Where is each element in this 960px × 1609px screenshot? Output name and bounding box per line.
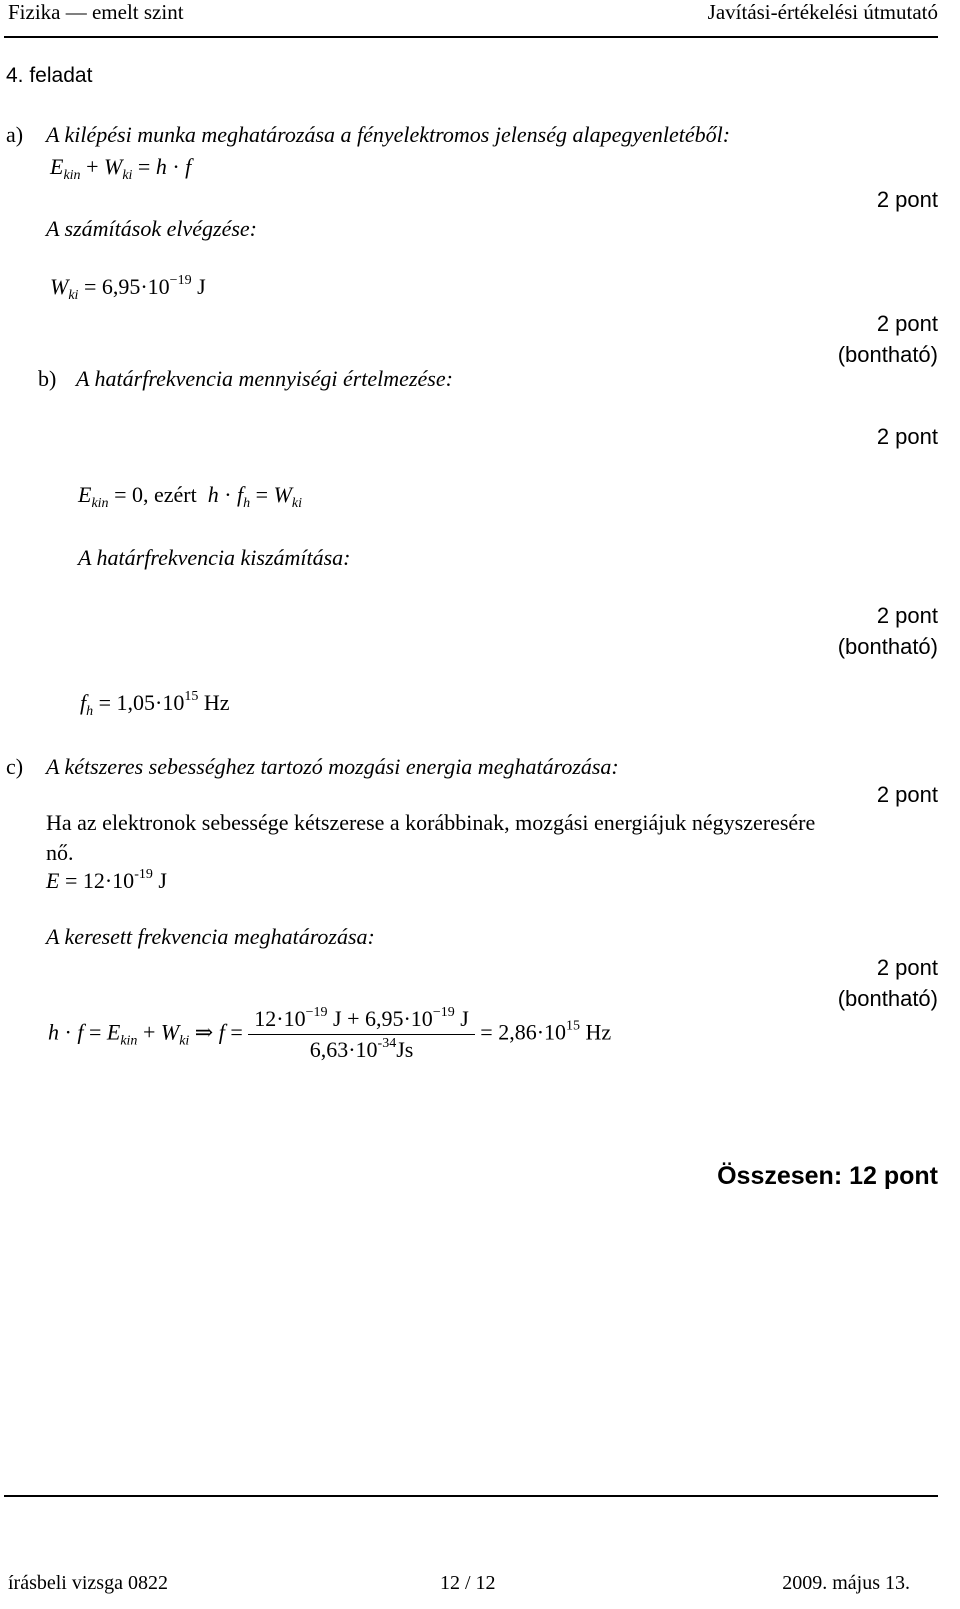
part-c-freq-text: A keresett frekvencia meghatározása: [46,924,375,949]
part-b-result: $f_h = 1,05\cdot 10^{15}$ Hz [80,689,230,719]
part-c-equation: $h \cdot f = E_{kin} + W_{ki}$ ⇒ f = $\frac{12\cdot 10^{-19} J + 6,95\cdot 10^{-19} J}{6,63\cdot 10^{-34}Js}$ = $2,86\cdot 10^{15}$ Hz [48,1005,612,1062]
footer-rule [4,1495,938,1497]
part-c-points: 2 pont [876,782,938,807]
fraction-numerator: $12\cdot 10^{-19}$ $J + 6,95\cdot 10^{-19}$ J [248,1006,475,1035]
part-c-text-line2: nő. [46,840,74,865]
header-right: Javítási-értékelési útmutató [707,0,938,24]
part-b-points: 2 pont [876,424,938,449]
part-b-intro: A határfrekvencia mennyiségi értelmezése: [76,366,453,391]
part-a-equation: $E_{kin} + W_{ki} = h \cdot f$ [50,154,192,183]
part-c-text-line1: Ha az elektronok sebessége kétszerese a korábbinak, mozgási energiájuk négyszeresére [46,810,816,835]
part-c-freq-points: 2 pont (bontható) [837,955,938,1011]
header-rule [4,36,938,38]
part-b-calc-points: 2 pont (bontható) [837,603,938,659]
part-b-label: b) [38,366,57,391]
part-c-label: c) [6,754,24,779]
part-b-condition: $E_{kin} = 0$, ezért $h \cdot f_h = W_{ki}$ [78,482,303,511]
total-points: Összesen: 12 pont [717,1162,938,1190]
part-a-intro: A kilépési munka meghatározása a fényelektromos jelenség alapegyenletéből: [46,122,731,147]
footer-date: 2009. május 13. [782,1572,910,1594]
fraction [248,1006,475,1063]
part-c-energy: $E = 12\cdot 10^{-19}$ J [46,867,167,893]
part-a-result: $W_{ki} = 6,95\cdot 10^{-19}$ J [50,273,206,303]
part-a-calc-text: A számítások elvégzése: [46,216,257,241]
footer-left: írásbeli vizsga 0822 [8,1572,168,1594]
part-a-result-points: 2 pont (bontható) [837,311,938,367]
fraction-denominator: $6,63\cdot 10^{-34}Js$ [309,1036,414,1062]
task-title: 4. feladat [6,64,93,87]
part-c-intro: A kétszeres sebességhez tartozó mozgási energia meghatározása: [46,754,619,779]
part-b-calc-text: A határfrekvencia kiszámítása: [78,545,351,570]
part-a-points: 2 pont [876,187,938,212]
header-left: Fizika — emelt szint [8,0,184,24]
footer-page: 12 / 12 [440,1572,496,1594]
part-a-label: a) [6,122,24,147]
